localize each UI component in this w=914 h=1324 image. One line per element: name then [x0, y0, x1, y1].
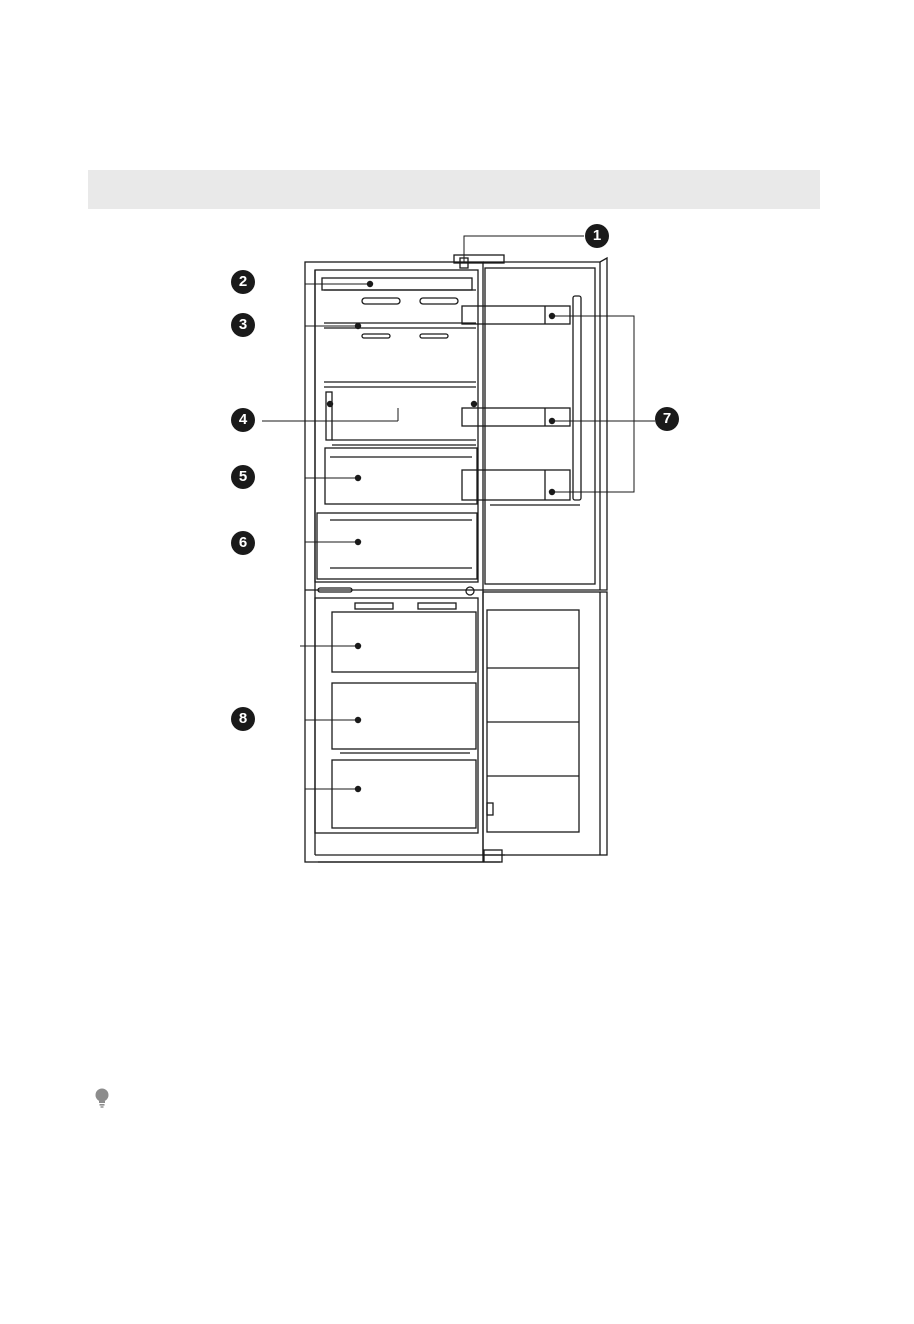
dot-light — [367, 281, 373, 287]
shelf-upper-vent-left — [362, 298, 400, 304]
dot-door-bin-upper — [549, 313, 555, 319]
freezer-vent-right — [418, 603, 456, 609]
shelf-middle-vent-right — [420, 334, 448, 338]
chiller-drawer — [317, 513, 477, 579]
freezer-drawer-middle — [332, 683, 476, 749]
dot-freezer-top — [355, 643, 361, 649]
freezer-drawer-bottom — [332, 760, 476, 828]
dot-door-bin-lower — [549, 489, 555, 495]
freezer-door-inner — [487, 610, 579, 832]
hinge-pin — [466, 587, 474, 595]
freezer-interior — [315, 598, 478, 833]
shelf-upper-vent-right — [420, 298, 458, 304]
shelf-middle-vent-left — [362, 334, 390, 338]
callout-6: 6 — [231, 531, 255, 555]
fridge-interior — [315, 270, 478, 582]
side-guide-left — [326, 392, 332, 440]
freezer-door-outline — [483, 592, 607, 855]
callout-3: 3 — [231, 313, 255, 337]
leader-1 — [464, 236, 584, 262]
dot-crisper — [355, 475, 361, 481]
lightbulb-icon — [94, 1088, 110, 1108]
callout-4: 4 — [231, 408, 255, 432]
callout-8: 8 — [231, 707, 255, 731]
bottom-hinge — [484, 850, 502, 862]
freezer-drawer-top — [332, 612, 476, 672]
dot-shelf — [355, 323, 361, 329]
dot-freezer-middle — [355, 717, 361, 723]
dot-fan-right — [471, 401, 477, 407]
leader-7 — [552, 316, 634, 492]
callout-5: 5 — [231, 465, 255, 489]
door-handle-strip — [573, 296, 581, 500]
dot-fan-left — [327, 401, 333, 407]
dot-door-bin-middle — [549, 418, 555, 424]
callout-7: 7 — [655, 407, 679, 431]
callout-2: 2 — [231, 270, 255, 294]
dot-chiller — [355, 539, 361, 545]
dot-freezer-bottom — [355, 786, 361, 792]
freezer-vent-left — [355, 603, 393, 609]
callout-1: 1 — [585, 224, 609, 248]
